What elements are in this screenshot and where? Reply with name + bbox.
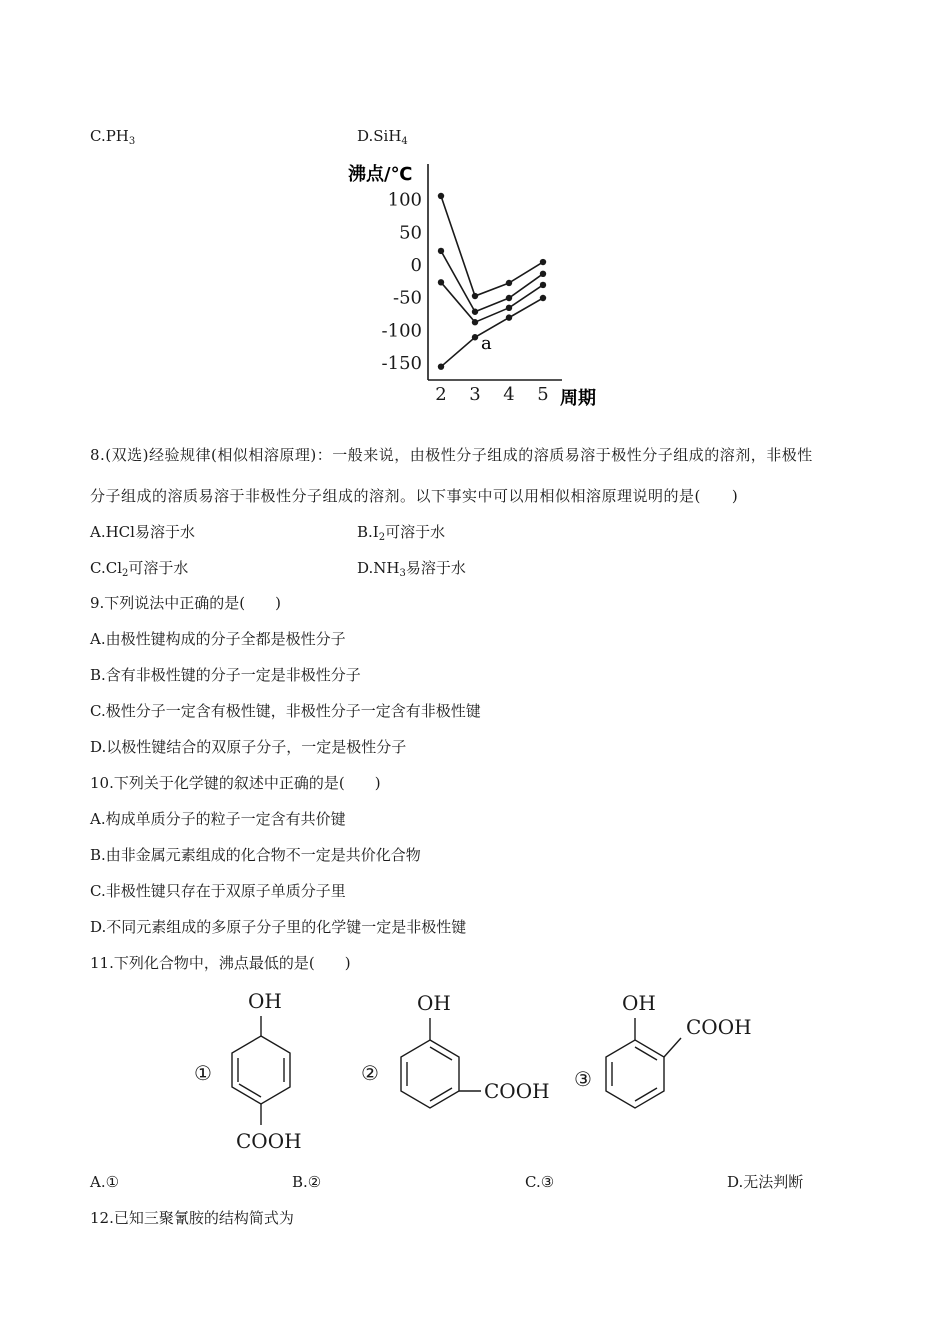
q11-stem: 11.下列化合物中，沸点最低的是( ): [90, 954, 351, 972]
q9-option-a: A.由极性键构成的分子全都是极性分子: [90, 630, 346, 648]
data-point: [506, 280, 512, 286]
q11-option-b: B.②: [292, 1173, 322, 1191]
data-point: [472, 319, 478, 325]
y-tick-label: 100: [387, 189, 422, 211]
y-axis-label: 沸点/℃: [348, 164, 413, 185]
boiling-point-chart: [344, 156, 608, 410]
q9-option-d: D.以极性键结合的双原子分子，一定是极性分子: [90, 738, 407, 756]
structure-1-label: ①: [194, 1061, 212, 1085]
data-point: [506, 314, 512, 320]
annotation-a: a: [481, 333, 492, 355]
data-point: [506, 295, 512, 301]
y-tick-label: -100: [381, 320, 422, 342]
data-point: [472, 334, 478, 340]
x-tick-label: 3: [469, 384, 481, 405]
data-point: [438, 248, 444, 254]
q8-option-a: A.HCl易溶于水: [90, 523, 195, 541]
data-point: [540, 295, 546, 301]
q11-option-c: C.③: [525, 1173, 555, 1191]
y-tick-label: -50: [393, 287, 422, 309]
data-point: [540, 259, 546, 265]
y-tick-label: -150: [381, 353, 422, 375]
q9-option-c: C.极性分子一定含有极性键，非极性分子一定含有非极性键: [90, 702, 481, 720]
data-point: [540, 282, 546, 288]
q10-option-c: C.非极性键只存在于双原子单质分子里: [90, 882, 346, 900]
x-axis-label: 周期: [560, 388, 596, 409]
q10-option-b: B.由非金属元素组成的化合物不一定是共价化合物: [90, 846, 421, 864]
data-point: [472, 293, 478, 299]
y-tick-label: 0: [410, 255, 422, 276]
structure-2-label: ②: [361, 1061, 379, 1085]
q9-option-b: B.含有非极性键的分子一定是非极性分子: [90, 666, 361, 684]
q8-option-c: $C.Cl_2$可溶于水: [90, 559, 189, 579]
q12-stem: 12.已知三聚氰胺的结构简式为: [90, 1209, 294, 1227]
x-tick-label: 5: [537, 384, 549, 405]
option-d: D.SiH$_4$: [357, 127, 408, 147]
q10-option-d: D.不同元素组成的多原子分子里的化学键一定是非极性键: [90, 918, 467, 936]
structure-1-oh: OH: [248, 989, 282, 1013]
structure-1-cooh: COOH: [236, 1129, 302, 1153]
structure-2-oh: OH: [417, 991, 451, 1015]
q9-stem: 9.下列说法中正确的是( ): [90, 594, 282, 612]
data-point: [506, 305, 512, 311]
q11-structures: [188, 982, 762, 1158]
x-tick-label: 2: [435, 384, 447, 405]
data-point: [438, 193, 444, 199]
q8-stem-line1: 8.(双选)经验规律(相似相溶原理)：一般来说，由极性分子组成的溶质易溶于极性分子组成的溶剂，非极性: [90, 446, 813, 464]
q8-option-b: $B.I_2$可溶于水: [357, 523, 446, 543]
y-tick-label: 50: [399, 222, 422, 244]
q11-option-a: A.①: [90, 1173, 120, 1191]
structure-3-cooh: COOH: [686, 1015, 752, 1039]
q8-stem-line2: 分子组成的溶质易溶于非极性分子组成的溶剂。以下事实中可以用相似相溶原理说明的是( ): [90, 487, 739, 505]
structure-2-cooh: COOH: [484, 1079, 550, 1103]
q11-option-d: D.无法判断: [727, 1173, 804, 1191]
data-point: [438, 279, 444, 285]
structure-3-oh: OH: [622, 991, 656, 1015]
x-tick-label: 4: [503, 384, 515, 405]
data-point: [540, 271, 546, 277]
data-point: [472, 309, 478, 315]
q10-option-a: A.构成单质分子的粒子一定含有共价键: [90, 810, 346, 828]
q8-option-d: $D.NH_3$易溶于水: [357, 559, 466, 579]
data-point: [438, 363, 444, 369]
structure-3-label: ③: [574, 1067, 592, 1091]
q10-stem: 10.下列关于化学键的叙述中正确的是( ): [90, 774, 381, 792]
option-c: $C.PH_3$: [90, 127, 136, 147]
